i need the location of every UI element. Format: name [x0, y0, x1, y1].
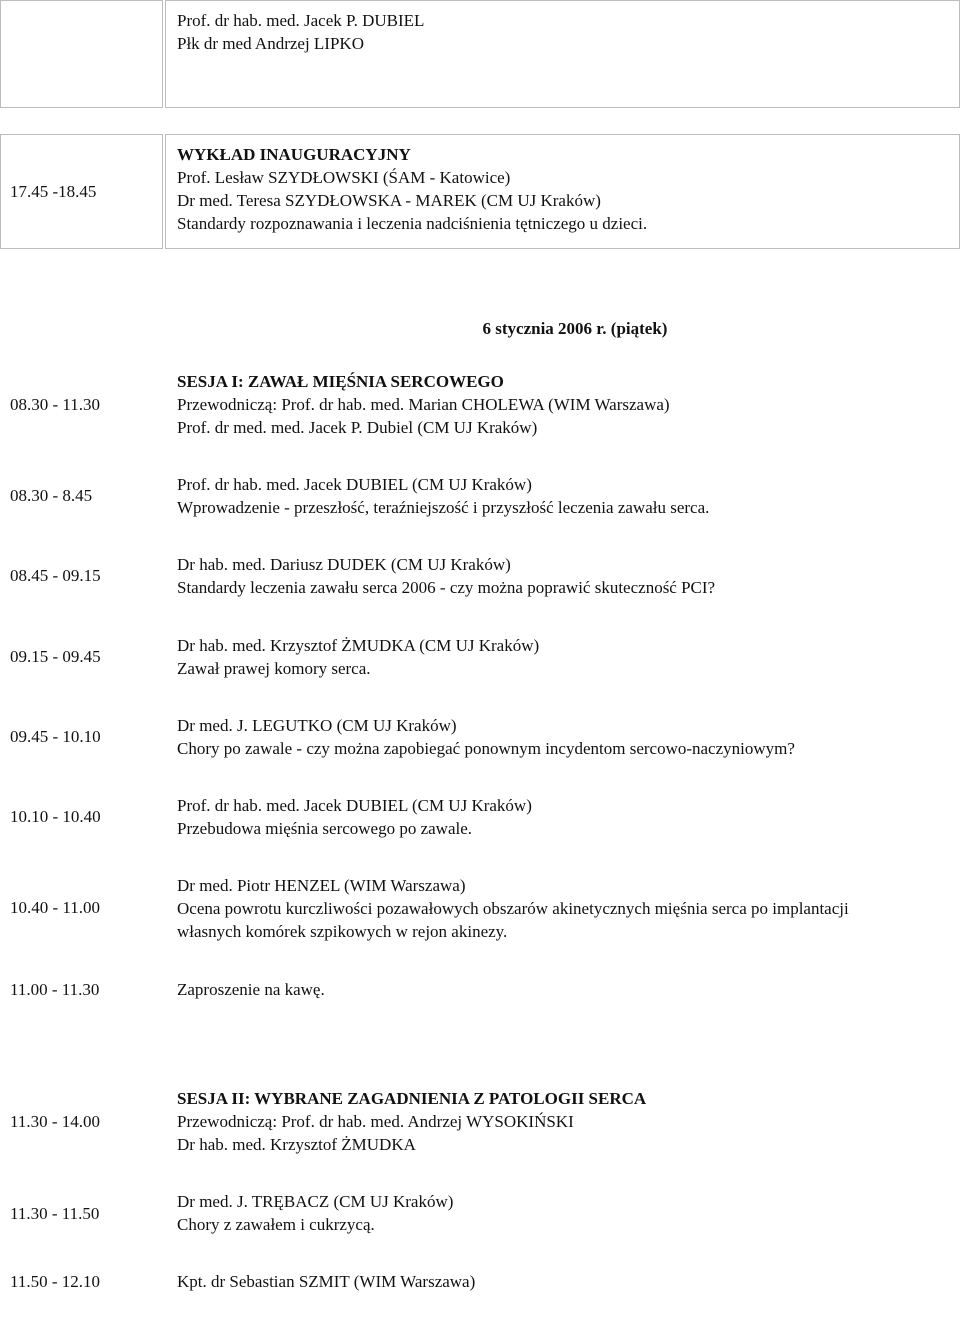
session2-chair: Dr hab. med. Krzysztof ŻMUDKA [177, 1135, 416, 1154]
talk-time: 11.50 - 12.10 [10, 1272, 101, 1291]
talk-time: 09.45 - 10.10 [10, 727, 101, 746]
talk-speaker: Dr med. Piotr HENZEL (WIM Warszawa) [177, 876, 466, 895]
talk-item [177, 714, 947, 760]
session2-time: 11.30 - 14.00 [10, 1112, 101, 1131]
session1-title: SESJA I: ZAWAŁ MIĘŚNIA SERCOWEGO [177, 372, 504, 391]
session1-block [177, 370, 947, 439]
inaugural-line: Prof. Lesław SZYDŁOWSKI (ŚAM - Katowice) [177, 168, 511, 187]
talk-speaker: Dr hab. med. Dariusz DUDEK (CM UJ Kraków) [177, 555, 511, 574]
inaugural-line: Dr med. Teresa SZYDŁOWSKA - MAREK (CM UJ Kraków) [177, 191, 601, 210]
top-speaker-line: Płk dr med Andrzej LIPKO [177, 34, 364, 53]
session1-chair: Prof. dr med. med. Jacek P. Dubiel (CM UJ Kraków) [177, 418, 538, 437]
talk-speaker: Dr hab. med. Krzysztof ŻMUDKA (CM UJ Kraków) [177, 636, 540, 655]
talk-item [177, 473, 947, 519]
talk-speaker: Dr med. J. LEGUTKO (CM UJ Kraków) [177, 716, 457, 735]
inaugural-line: Standardy rozpoznawania i leczenia nadciśnienia tętniczego u dzieci. [177, 214, 648, 233]
inaugural-time: 17.45 -18.45 [10, 182, 97, 201]
talk-time: 09.15 - 09.45 [10, 647, 101, 666]
session1-chair: Przewodniczą: Prof. dr hab. med. Marian CHOLEWA (WIM Warszawa) [177, 395, 670, 414]
talk-title: Standardy leczenia zawału serca 2006 - czy można poprawić skuteczność PCI? [177, 578, 716, 597]
talk-speaker: Dr med. J. TRĘBACZ (CM UJ Kraków) [177, 1192, 454, 1211]
talk-time: 08.45 - 09.15 [10, 566, 101, 585]
session1-time: 08.30 - 11.30 [10, 395, 101, 414]
talk-item [177, 874, 912, 943]
talk-item [177, 634, 947, 680]
talk-item [177, 553, 947, 599]
cell-time-top [0, 0, 163, 108]
session2-block [177, 1087, 947, 1156]
coffee-text: Zaproszenie na kawę. [177, 980, 325, 999]
talk-title: Chory po zawale - czy można zapobiegać ponownym incydentom sercowo-naczyniowym? [177, 739, 795, 758]
inaugural-block [177, 143, 947, 235]
talk-title: Przebudowa mięśnia sercowego po zawale. [177, 819, 473, 838]
top-speakers [177, 9, 947, 55]
top-speaker-line: Prof. dr hab. med. Jacek P. DUBIEL [177, 11, 425, 30]
day-heading: 6 stycznia 2006 r. (piątek) [482, 319, 668, 338]
talk-title: Chory z zawałem i cukrzycą. [177, 1215, 375, 1234]
talk-speaker: Kpt. dr Sebastian SZMIT (WIM Warszawa) [177, 1272, 476, 1291]
session2-chair: Przewodniczą: Prof. dr hab. med. Andrzej WYSOKIŃSKI [177, 1112, 574, 1131]
talk-time: 08.30 - 8.45 [10, 486, 93, 505]
talk-title: Ocena powrotu kurczliwości pozawałowych obszarów akinetycznych mięśnia serca po implantacji własnych komórek szpikowych w rejon akinezy. [177, 899, 849, 941]
inaugural-title: WYKŁAD INAUGURACYJNY [177, 145, 411, 164]
talk-item [177, 794, 947, 840]
talk-item [177, 1190, 947, 1236]
talk-time: 10.10 - 10.40 [10, 807, 101, 826]
session2-title: SESJA II: WYBRANE ZAGADNIENIA Z PATOLOGII SERCA [177, 1089, 647, 1108]
coffee-time: 11.00 - 11.30 [10, 980, 100, 999]
talk-title: Wprowadzenie - przeszłość, teraźniejszość i przyszłość leczenia zawału serca. [177, 498, 710, 517]
talk-time: 10.40 - 11.00 [10, 898, 101, 917]
talk-speaker: Prof. dr hab. med. Jacek DUBIEL (CM UJ Kraków) [177, 475, 532, 494]
talk-title: Zawał prawej komory serca. [177, 659, 371, 678]
talk-speaker: Prof. dr hab. med. Jacek DUBIEL (CM UJ Kraków) [177, 796, 532, 815]
talk-time: 11.30 - 11.50 [10, 1204, 100, 1223]
